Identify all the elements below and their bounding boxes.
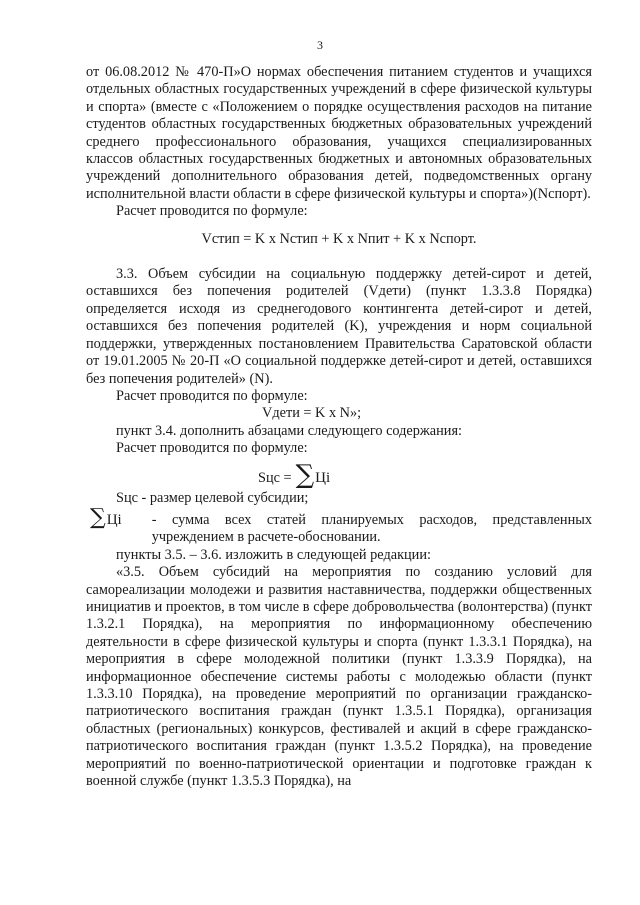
sigma-index-small: Цi	[106, 511, 122, 528]
page-number: 3	[317, 38, 323, 52]
formula-scs	[86, 459, 592, 490]
calc-label-2: Расчет проводится по формуле:	[116, 387, 308, 404]
paragraph-3-5-intro: пункты 3.5. – 3.6. изложить в следующей редакции:	[116, 546, 431, 563]
sum-definition	[86, 504, 592, 547]
paragraph-3-4-intro: пункт 3.4. дополнить абзацами следующего содержания:	[116, 422, 462, 439]
paragraph-3-3: 3.3. Объем субсидии на социальную поддержку детей-сирот и детей, оставшихся без попечения родителей (Vдети) (пункт 1.3.3.8 Порядка) определяется исходя из среднегодового контингента детей-сирот и детей, оставшихся без попечения родителей (K), учреждения и норм социальной поддержки, утвержденных постановлением Правительства Саратовской области от 19.01.2005 № 20-П «О социальной поддержке детей-сирот и детей, оставшихся без попечения родителей» (N).	[86, 266, 592, 387]
paragraph-norms: от 06.08.2012 № 470-П»О нормах обеспечения питанием студентов и учащихся отдельных областных государственных учреждений в сфере физической культуры и спорта» (вместе с «Положением о порядке осуществления расходов на питание студентов областных государственных бюджетных образовательных учреждений среднего профессионального образования, учащихся специализированных классов областных государственных бюджетных и автономных образовательных учреждений дополнительного образования детей, подведомственных органу исполнительной власти области в сфере физической культуры и спорта»)(Nспорт).	[86, 64, 592, 202]
calc-label-3: Расчет проводится по формуле:	[116, 440, 308, 457]
sigma-index: Цi	[315, 470, 331, 487]
document-body	[86, 64, 592, 790]
sigma-symbol: ∑	[295, 459, 315, 490]
formula-scs-left: Sцс =	[258, 470, 292, 487]
sigma-symbol-small: ∑	[90, 504, 106, 530]
definition-scs: Sцс - размер целевой субсидии;	[116, 489, 309, 506]
calc-label-1: Расчет проводится по формуле:	[116, 203, 308, 220]
formula-vstip: Vстип = K x Nстип + K x Nпит + K x Nспорт.	[201, 230, 477, 247]
sum-description: - сумма всех статей планируемых расходов, представленных учреждением в расчете-обосновании.	[151, 511, 592, 546]
paragraph-3-5: «3.5. Объем субсидий на мероприятия по созданию условий для самореализации молодежи и развития наставничества, поддержки общественных инициатив и проектов, в том числе в сфере добровольчества (волонтерства) (пункт 1.3.2.1 Порядка), на мероприятия по информационному обеспечению деятельности в сфере физической культуры и спорта (пункт 1.3.3.1 Порядка), на мероприятия в сфере молодежной политики (пункт 1.3.3.9 Порядка), на информационное обеспечение системы работы с молодежью области (пункт 1.3.3.10 Порядка), на проведение мероприятий по организации гражданско-патриотического воспитания граждан (пункт 1.3.5.1 Порядка), организация областных (региональных) конкурсов, фестивалей и акций в сфере гражданско-патриотического воспитания граждан (пункт 1.3.5.2 Порядка), на проведение мероприятий по военно-патриотической ориентации и подготовке граждан к военной службе (пункт 1.3.5.3 Порядка), на	[86, 564, 592, 790]
formula-vdeti: Vдети = K x N»;	[262, 405, 362, 422]
